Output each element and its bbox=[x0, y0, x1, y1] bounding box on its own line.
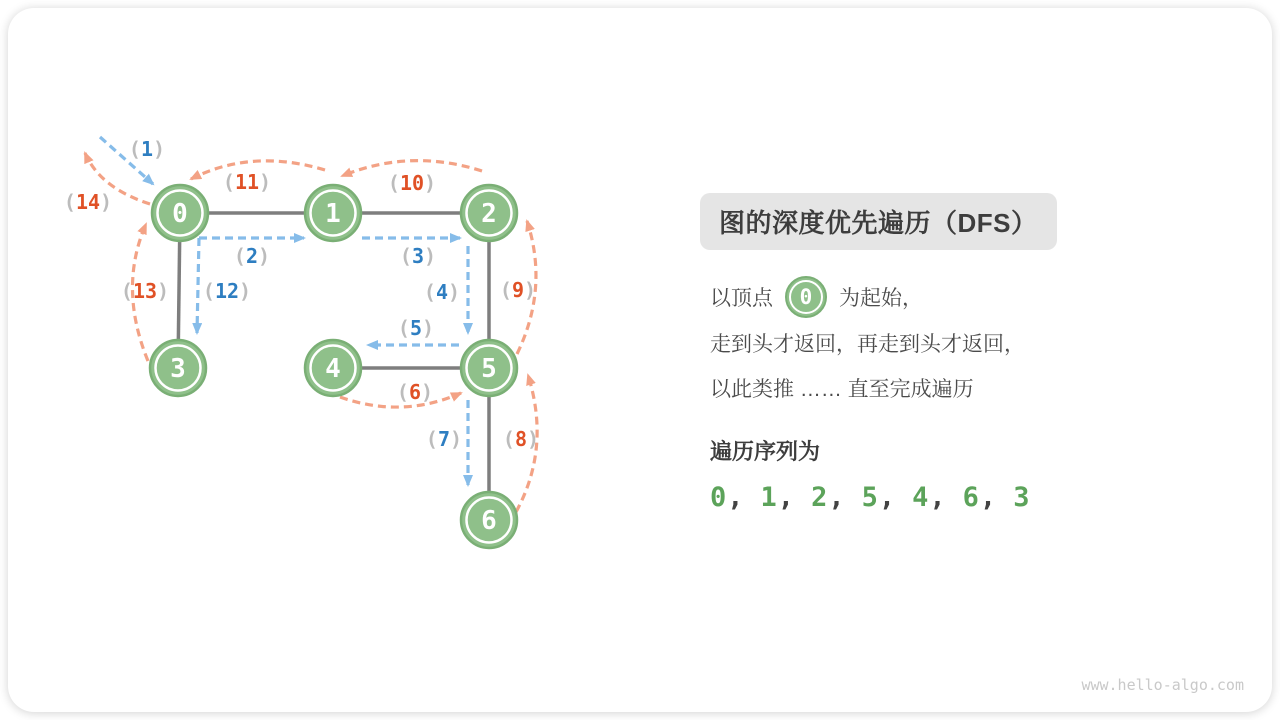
line1-prefix: 以顶点 bbox=[710, 287, 773, 310]
traversal-step-5-label: (5) bbox=[397, 316, 435, 340]
start-vertex-label: 0 bbox=[799, 284, 813, 309]
traversal-sequence bbox=[710, 482, 1120, 513]
sequence-separator: , bbox=[727, 482, 744, 513]
start-vertex-ring bbox=[789, 280, 823, 314]
description bbox=[710, 274, 1120, 410]
sequence-item: 0 bbox=[710, 482, 727, 513]
sequence-item: 2 bbox=[811, 482, 828, 513]
svg-text:5: 5 bbox=[481, 354, 497, 385]
traversal-step-9-label: (9) bbox=[499, 278, 537, 302]
traversal-step-6-label: (6) bbox=[396, 380, 434, 404]
traversal-step-4-label: (4) bbox=[423, 280, 461, 304]
sequence-label: 遍历序列为 bbox=[710, 439, 821, 464]
figure-title: 图的深度优先遍历（DFS） bbox=[700, 193, 1057, 250]
svg-text:6: 6 bbox=[481, 506, 497, 537]
explanation-panel bbox=[700, 193, 1120, 513]
sequence-item: 3 bbox=[1013, 482, 1030, 513]
description-line-1 bbox=[710, 274, 1120, 320]
sequence-item: 6 bbox=[962, 482, 979, 513]
graph-node-1 bbox=[305, 185, 361, 241]
sequence-separator: , bbox=[979, 482, 997, 513]
traversal-step-10-label: (10) bbox=[387, 171, 437, 195]
svg-text:4: 4 bbox=[325, 354, 341, 385]
traversal-step-13-label: (13) bbox=[120, 279, 170, 303]
traversal-step-12-label: (12) bbox=[202, 279, 252, 303]
svg-text:1: 1 bbox=[325, 199, 341, 230]
sequence-item: 4 bbox=[912, 482, 929, 513]
watermark: www.hello-algo.com bbox=[1081, 676, 1244, 694]
graph-node-0 bbox=[152, 185, 208, 241]
traversal-step-14-label: (14) bbox=[63, 190, 113, 214]
sequence-item: 5 bbox=[861, 482, 878, 513]
traversal-step-12-arrow bbox=[197, 238, 199, 333]
graph-node-2 bbox=[461, 185, 517, 241]
graph-svg bbox=[8, 8, 680, 660]
graph-node-5 bbox=[461, 340, 517, 396]
graph-node-3 bbox=[150, 340, 206, 396]
traversal-step-11-label: (11) bbox=[222, 170, 272, 194]
sequence-separator: , bbox=[929, 482, 946, 513]
graph-node-4 bbox=[305, 340, 361, 396]
svg-text:0: 0 bbox=[172, 199, 188, 230]
line1-suffix: 为起始， bbox=[839, 287, 923, 310]
description-line-3: 以此类推 …… 直至完成遍历 bbox=[710, 378, 974, 401]
description-line-2: 走到头才返回，再走到头才返回， bbox=[710, 333, 1025, 356]
svg-text:3: 3 bbox=[170, 354, 186, 385]
traversal-step-2-label: (2) bbox=[233, 244, 271, 268]
traversal-step-7-label: (7) bbox=[425, 427, 463, 451]
traversal-step-3-label: (3) bbox=[399, 244, 437, 268]
svg-text:2: 2 bbox=[481, 199, 497, 230]
sequence-separator: , bbox=[777, 482, 795, 513]
traversal-step-1-label: (1) bbox=[128, 137, 166, 161]
traversal-step-8-label: (8) bbox=[502, 427, 540, 451]
sequence-item: 1 bbox=[760, 482, 777, 513]
sequence-separator: , bbox=[828, 482, 845, 513]
start-vertex-badge bbox=[785, 276, 827, 318]
figure-card bbox=[8, 8, 1272, 712]
sequence-separator: , bbox=[878, 482, 896, 513]
graph-node-6 bbox=[461, 492, 517, 548]
